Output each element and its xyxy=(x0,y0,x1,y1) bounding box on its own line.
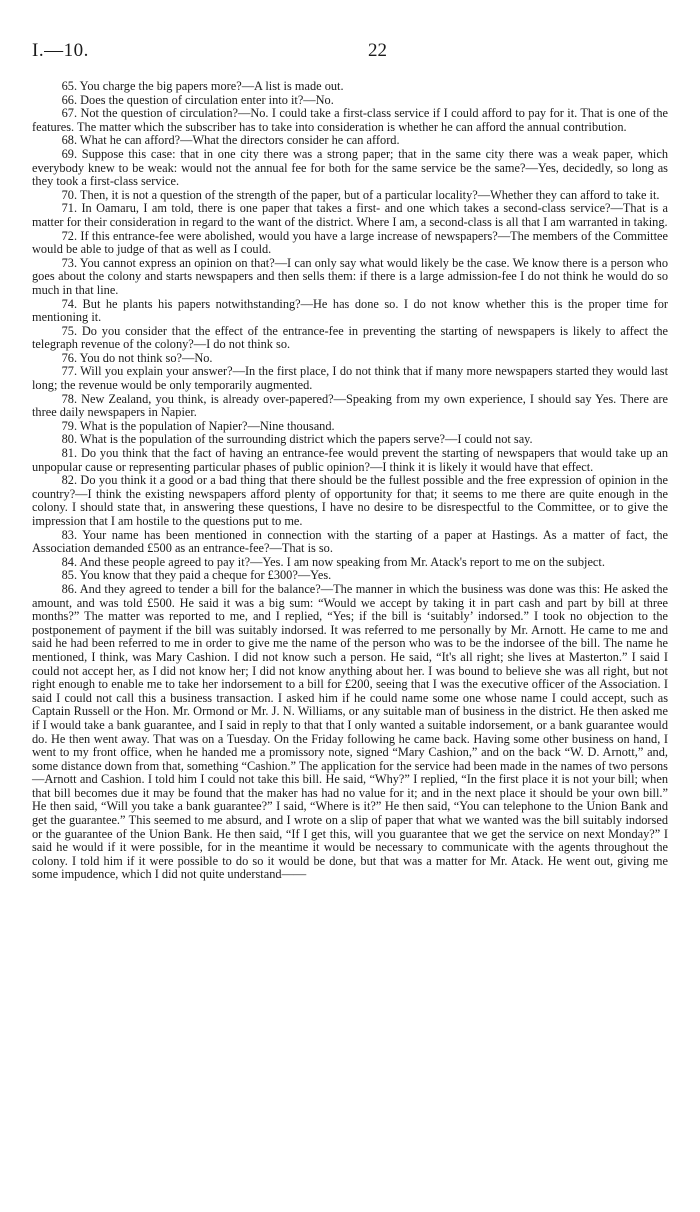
paragraph-q78: 78. New Zealand, you think, is already over-papered?—Speaking from my own experience, I should say Yes. There are three daily newspapers in Napier. xyxy=(32,391,668,420)
page-header xyxy=(32,40,668,64)
paragraph-q76: 76. You do not think so?—No. xyxy=(61,350,213,365)
paragraph-q72: 72. If this entrance-fee were abolished, would you have a large increase of newspapers?—The members of the Committee would be able to judge of that as well as I could. xyxy=(32,228,668,257)
paragraph-q70: 70. Then, it is not a question of the strength of the paper, but of a particular locality?—Whether they can afford to take it. xyxy=(61,187,660,202)
paragraph-q66: 66. Does the question of circulation enter into it?—No. xyxy=(61,92,334,107)
page-number: 22 xyxy=(368,40,387,61)
paragraph-q73: 73. You cannot express an opinion on that?—I can only say what would likely be the case. We know there is a person who goes about the colony and starts newspapers and then sells them: if there is a large admission-fee I do not think he would do so much in that line. xyxy=(32,255,668,297)
document-reference: I.—10. xyxy=(32,40,89,61)
page-body xyxy=(32,80,668,882)
paragraph-q80: 80. What is the population of the surrounding district which the papers serve?—I could not say. xyxy=(61,432,533,447)
paragraph-q77: 77. Will you explain your answer?—In the first place, I do not think that if many more newspapers started they would last long; the revenue would be only temporarily augmented. xyxy=(32,364,668,393)
paragraph-q86: 86. And they agreed to tender a bill for the balance?—The manner in which the business was done was this: He asked the amount, and was told £500. He said it was a big sum: “Would we accept by taking it in part cash and part by bill at three months?” The matter was reported to me, and I replied, “Yes; if the bill is ‘suitably’ indorsed.” I took no objection to the postponement of payment if the bill was suitably indorsed. It was referred to me personally by Mr. Arnott. He came to me and said he had been referred to me in order to give me the name of the person who was to be the indorsee of the bill. The name he mentioned, I think, was Mary Cashion. I did not know such a person. He said, “It's all right; she lives at Masterton.” I said I could not accept her, as I did not know her; I did not know anything about her. I was bound to believe she was all right, but not right enough to enable me to take her indorsement to a bill for £200, seeing that I was the executive officer of the Association. I said I could not call this a business transaction. I asked him if he could name some one whose name I could accept, such as Captain Russell or the Hon. Mr. Ormond or Mr. J. N. Williams, or any suitable man of business in the district. He then asked me if I would take a bank guarantee, and I said in reply to that that I only wanted a suitable indorsement, or a bank guarantee would do. He then went away. That was on a Tuesday. On the Friday following he came back. Having some other business on hand, I went to my front office, when he handed me a promissory note, signed “Mary Cashion,” and on the back “W. D. Arnott,” and, some distance down from that, something “Cashion.” The application for the service had been made in the names of two persons—Arnott and Cashion. I told him I could not take this bill. He said, “Why?” I replied, “In the first place it is not your bill; when that bill becomes due it may be found that the maker has had no value for it; and in the next place it should be your own bill.” He then said, “Will you take a bank guarantee?” I said, “Where is it?” He then said, “You can telephone to the Union Bank and get the guarantee.” This seemed to me absurd, and I wrote on a slip of paper that what we wanted was the bill suitably indorsed or the guarantee of the Union Bank. He then said, “If I get this, will you guarantee that we get the service on next Monday?” I said he would if it were possible, for in the meantime it would be necessary to communicate with the agents throughout the colony. I told him if it were possible to do so it would be done, but that was a matter for Mr. Atack. He went out, giving me some impudence, which I did not quite understand—— xyxy=(32,581,668,882)
paragraph-q83: 83. Your name has been mentioned in connection with the starting of a paper at Hastings. As a matter of fact, the Association demanded £500 as an entrance-fee?—That is so. xyxy=(32,527,668,556)
paragraph-q74: 74. But he plants his papers notwithstanding?—He has done so. I do not know whether this is the proper time for mentioning it. xyxy=(32,296,668,325)
paragraph-q69: 69. Suppose this case: that in one city there was a strong paper; that in the same city there was a weak paper, which everybody knew to be weak: would not the annual fee for both for the same service be the same?—Yes, decidedly, so long as they took a first-class service. xyxy=(32,146,668,189)
paragraph-q67: 67. Not the question of circulation?—No. I could take a first-class service if I could afford to pay for it. That is one of the features. The matter which the subscriber has to take into consideration is whether he can afford the annual contribution. xyxy=(32,106,668,134)
paragraph-q75: 75. Do you consider that the effect of the entrance-fee in preventing the starting of newspapers is likely to affect the telegraph revenue of the colony?—I do not think so. xyxy=(32,323,668,352)
paragraph-q79: 79. What is the population of Napier?—Nine thousand. xyxy=(61,418,335,433)
paragraph-q65: 65. You charge the big papers more?—A list is made out. xyxy=(61,79,344,93)
paragraph-q84: 84. And these people agreed to pay it?—Yes. I am now speaking from Mr. Atack's report to me on the subject. xyxy=(61,554,605,569)
paragraph-q85: 85. You know that they paid a cheque for £300?—Yes. xyxy=(61,568,332,583)
paragraph-q81: 81. Do you think that the fact of having an entrance-fee would prevent the starting of newspapers that would take up an unpopular cause or representing particular phases of public opinion?—I think it is likely it would have that effect. xyxy=(32,446,668,474)
paragraph-q71: 71. In Oamaru, I am told, there is one paper that takes a first- and one which takes a second-class service?—That is a matter for their consideration in regard to the want of the district. Where I am, a second-class is all that I am warranted in taking. xyxy=(32,201,668,229)
paragraph-q68: 68. What he can afford?—What the directors consider he can afford. xyxy=(61,133,400,148)
paragraph-q82: 82. Do you think it a good or a bad thing that there should be the fullest possible and the free expression of opinion in the country?—I think the existing newspapers afford plenty of opportunity for that; it seems to me there are quite enough in the colony. I should state that, in answering these questions, I have no desire to be disrespectful to the Committee, or to give the impression that I am hostile to the questions put to me. xyxy=(32,473,668,528)
